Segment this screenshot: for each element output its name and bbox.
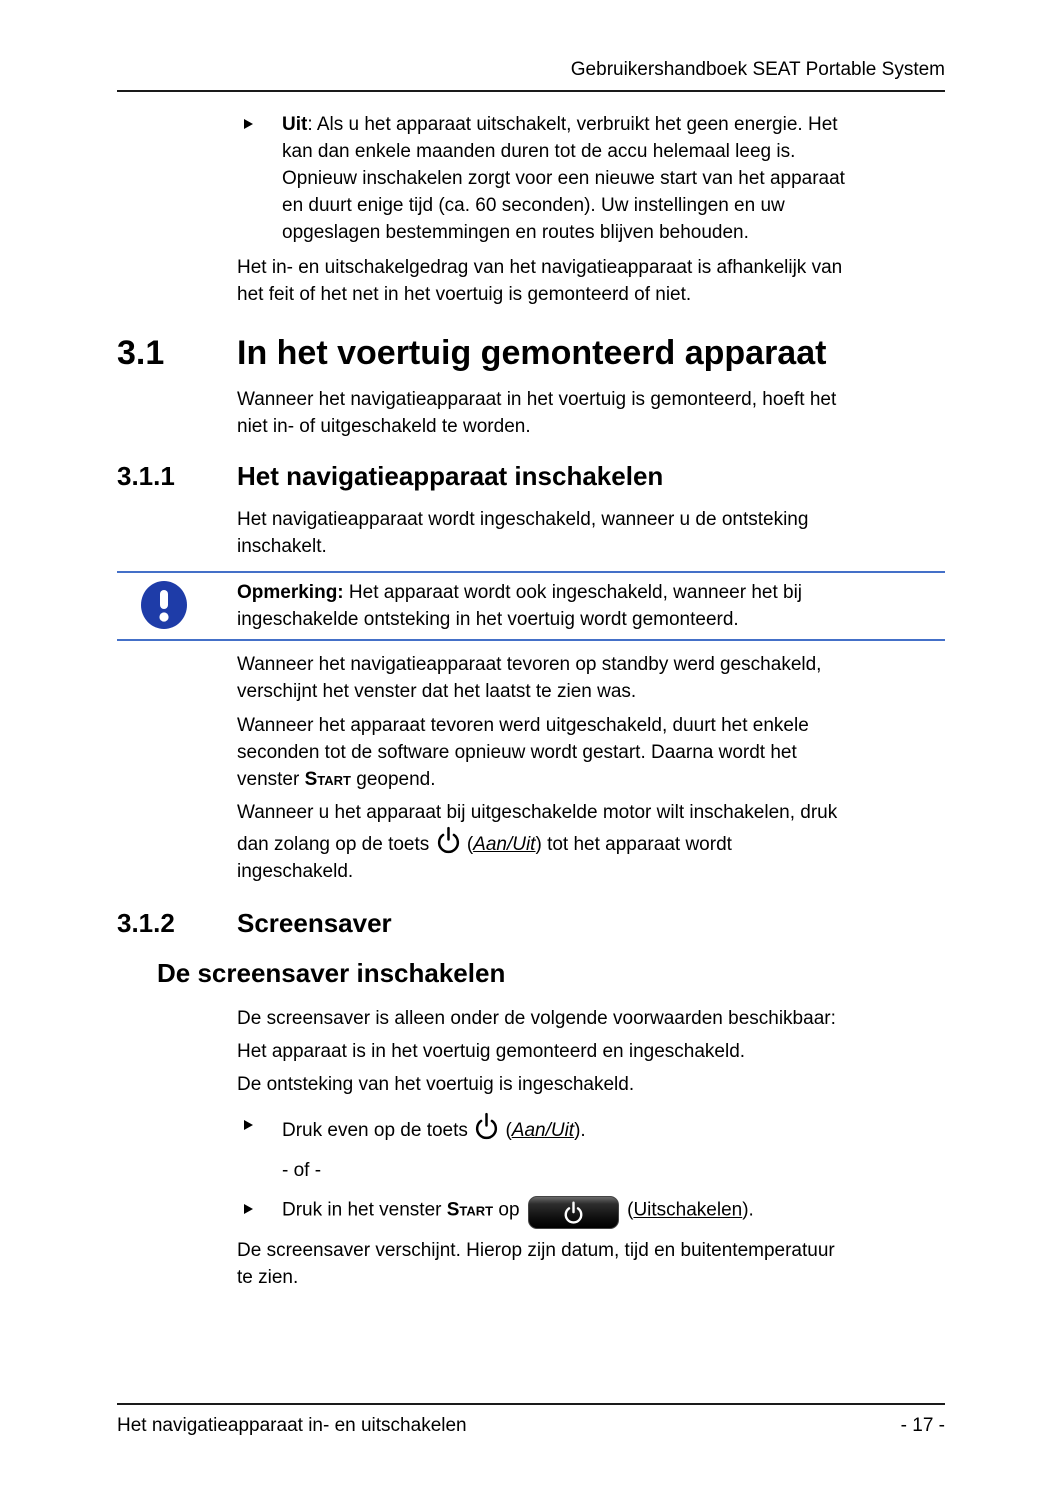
- note-box: [117, 571, 945, 641]
- text-segment: ).: [742, 1199, 754, 1221]
- power-icon: [474, 1112, 499, 1141]
- text-line: [237, 766, 945, 793]
- text-line: [282, 1112, 945, 1144]
- start-window-label: Start: [446, 1199, 494, 1221]
- bullet-icon: [244, 1204, 253, 1214]
- paragraph: [237, 386, 945, 440]
- text-segment: Druk even op de toets: [282, 1120, 474, 1141]
- paragraph: De screensaver is alleen onder de volgende voorwaarden beschikbaar:: [237, 1008, 836, 1029]
- power-icon: [436, 826, 461, 855]
- text-line: te zien.: [237, 1267, 299, 1288]
- paragraph: [237, 651, 945, 705]
- note-line: Het apparaat wordt ook ingeschakeld, wanneer het bij: [343, 582, 803, 603]
- aan-uit-link[interactable]: Aan/Uit: [473, 834, 536, 855]
- subsection-heading: [117, 907, 945, 939]
- bullet-text: : Als u het apparaat uitschakelt, verbruikt het geen energie. Het: [307, 114, 838, 135]
- text-line: Wanneer u het apparaat bij uitgeschakelde motor wilt inschakelen, druk: [237, 802, 838, 823]
- text-segment: venster: [237, 769, 305, 790]
- text-line: kan dan enkele maanden duren tot de accu helemaal leeg is.: [282, 141, 796, 162]
- section-number: 3.1: [117, 334, 165, 372]
- text-line: seconden tot de software opnieuw wordt gestart. Daarna wordt het: [237, 742, 797, 763]
- section-title: In het voertuig gemonteerd apparaat: [237, 334, 827, 372]
- power-icon: [563, 1201, 584, 1225]
- paragraph: De ontsteking van het voertuig is ingeschakeld.: [237, 1074, 635, 1095]
- paragraph: [237, 799, 945, 885]
- page-content: [117, 0, 945, 1291]
- text-line: en duurt enige tijd (ca. 60 seconden). Uw instellingen en uw: [282, 195, 785, 216]
- text-line: Opnieuw inschakelen zorgt voor een nieuwe start van het apparaat: [282, 168, 845, 189]
- power-button-image: [528, 1196, 619, 1229]
- footer-section-title: Het navigatieapparaat in- en uitschakelen: [117, 1415, 467, 1436]
- text-line: opgeslagen bestemmingen en routes blijven behouden.: [282, 222, 749, 243]
- text-segment: (: [461, 834, 474, 855]
- text-segment: dan zolang op de toets: [237, 834, 435, 855]
- bullet-icon: [244, 1120, 253, 1130]
- or-separator: - of -: [282, 1160, 322, 1181]
- text-line: Het in- en uitschakelgedrag van het navigatieapparaat is afhankelijk van: [237, 257, 843, 278]
- text-line: [282, 111, 945, 138]
- exclamation-circle-icon: [141, 581, 187, 629]
- paragraph-lines: [237, 712, 945, 766]
- text-line: [237, 826, 945, 858]
- text-line: Wanneer het navigatieapparaat tevoren op standby werd geschakeld,: [237, 654, 822, 675]
- page-header: [117, 0, 945, 92]
- text-line: Wanneer het navigatieapparaat in het voertuig is gemonteerd, hoeft het: [237, 389, 837, 410]
- text-segment: Druk in het venster: [282, 1199, 447, 1221]
- paragraph: [237, 712, 945, 793]
- uitschakelen-link[interactable]: Uitschakelen: [633, 1199, 743, 1221]
- footer-page-number: - 17 -: [900, 1415, 945, 1436]
- section-heading: [117, 333, 945, 373]
- note-text: [237, 579, 945, 633]
- section-number: 3.1.2: [117, 908, 175, 938]
- text-segment: ).: [574, 1120, 586, 1141]
- text-segment: (: [500, 1120, 512, 1141]
- note-label: Opmerking:: [237, 582, 344, 603]
- text-line: [237, 579, 945, 606]
- aan-uit-link[interactable]: Aan/Uit: [511, 1120, 575, 1141]
- bullet-item: [237, 1196, 945, 1229]
- text-line: ingeschakeld.: [237, 861, 354, 882]
- text-line: Het navigatieapparaat wordt ingeschakeld, wanneer u de ontsteking: [237, 509, 809, 530]
- paragraph: [237, 506, 945, 560]
- section-title: Screensaver: [237, 908, 392, 938]
- header-title: Gebruikershandboek SEAT Portable System: [570, 59, 945, 80]
- bullet-item: [237, 1112, 945, 1144]
- text-segment: ) tot het apparaat wordt: [535, 834, 732, 855]
- section-title: Het navigatieapparaat inschakelen: [237, 461, 664, 491]
- bullet-icon: [244, 119, 253, 129]
- page-footer: [117, 1403, 945, 1439]
- text-line: verschijnt het venster dat het laatst te zien was.: [237, 681, 637, 702]
- text-segment: geopend.: [350, 769, 436, 790]
- bullet-item: [237, 111, 945, 246]
- text-segment: op: [493, 1199, 525, 1221]
- text-line: [282, 1196, 945, 1229]
- bullet-lead: Uit: [282, 114, 308, 135]
- paragraph: [237, 1237, 945, 1291]
- text-line: niet in- of uitgeschakeld te worden.: [237, 416, 531, 437]
- section-number: 3.1.1: [117, 461, 175, 491]
- bullet-text-lines: [282, 138, 945, 246]
- text-segment: (: [621, 1199, 634, 1221]
- text-line: het feit of het net in het voertuig is gemonteerd of niet.: [237, 284, 692, 305]
- start-window-label: Start: [304, 769, 351, 790]
- text-line: ingeschakelde ontsteking in het voertuig wordt gemonteerd.: [237, 609, 739, 630]
- sub-subsection-heading: De screensaver inschakelen: [157, 958, 506, 988]
- text-line: inschakelt.: [237, 536, 327, 557]
- subsection-heading: [117, 460, 945, 492]
- text-line: De screensaver verschijnt. Hierop zijn datum, tijd en buitentemperatuur: [237, 1240, 835, 1261]
- paragraph: [237, 254, 945, 308]
- text-line: Wanneer het apparaat tevoren werd uitgeschakeld, duurt het enkele: [237, 715, 809, 736]
- paragraph: Het apparaat is in het voertuig gemonteerd en ingeschakeld.: [237, 1041, 746, 1062]
